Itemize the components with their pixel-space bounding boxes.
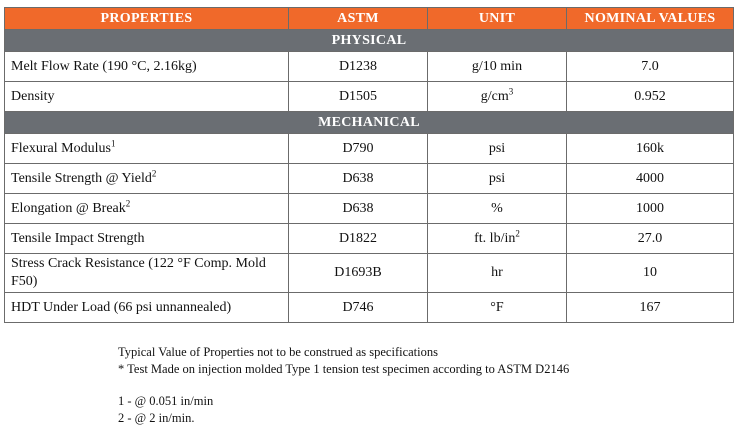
value-cell: 167 — [567, 293, 734, 323]
astm-cell: D790 — [289, 134, 428, 164]
footnote-marker: 1 — [111, 138, 116, 148]
property-name: Tensile Strength @ Yield — [11, 171, 152, 186]
unit-text: g/cm — [481, 89, 509, 104]
property-name: Flexural Modulus — [11, 141, 111, 156]
unit-superscript: 2 — [515, 228, 520, 238]
property-cell — [5, 82, 289, 112]
astm-cell: D638 — [289, 164, 428, 194]
property-name: HDT Under Load (66 psi unnannealed) — [11, 300, 231, 315]
property-cell — [5, 134, 289, 164]
footnote-2: 2 - @ 2 in/min. — [118, 410, 569, 426]
properties-table — [4, 7, 734, 323]
astm-cell: D1505 — [289, 82, 428, 112]
property-name: Elongation @ Break — [11, 201, 126, 216]
unit-cell: psi — [428, 164, 567, 194]
footnote-1: 1 - @ 0.051 in/min — [118, 393, 569, 410]
property-name: Stress Crack Resistance (122 °F Comp. Mold F50) — [11, 256, 266, 289]
value-cell: 160k — [567, 134, 734, 164]
note-test-method: * Test Made on injection molded Type 1 tension test specimen according to ASTM D2146 — [118, 361, 569, 378]
notes-block — [118, 344, 569, 426]
value-cell: 4000 — [567, 164, 734, 194]
value-cell: 27.0 — [567, 224, 734, 254]
section-title: PHYSICAL — [5, 30, 734, 52]
property-cell — [5, 52, 289, 82]
property-cell — [5, 293, 289, 323]
header-astm: ASTM — [289, 8, 428, 30]
table-row — [5, 52, 734, 82]
unit-cell — [428, 224, 567, 254]
unit-superscript: 3 — [509, 86, 514, 96]
table-row — [5, 254, 734, 293]
property-cell — [5, 254, 289, 293]
table-row — [5, 164, 734, 194]
property-name: Tensile Impact Strength — [11, 231, 145, 246]
value-cell: 7.0 — [567, 52, 734, 82]
section-title: MECHANICAL — [5, 112, 734, 134]
astm-cell: D1693B — [289, 254, 428, 293]
footnote-marker: 2 — [152, 168, 157, 178]
note-typical-values: Typical Value of Properties not to be construed as specifications — [118, 344, 569, 361]
astm-cell: D638 — [289, 194, 428, 224]
property-cell — [5, 194, 289, 224]
unit-cell: hr — [428, 254, 567, 293]
table-row — [5, 293, 734, 323]
astm-cell: D746 — [289, 293, 428, 323]
header-nominal-values: NOMINAL VALUES — [567, 8, 734, 30]
property-cell — [5, 224, 289, 254]
property-cell — [5, 164, 289, 194]
section-physical — [5, 30, 734, 52]
unit-text: ft. lb/in — [474, 231, 515, 246]
unit-cell — [428, 82, 567, 112]
unit-cell: g/10 min — [428, 52, 567, 82]
spacer — [118, 377, 569, 393]
property-name: Melt Flow Rate (190 °C, 2.16kg) — [11, 59, 197, 74]
property-name: Density — [11, 89, 55, 104]
section-mechanical — [5, 112, 734, 134]
header-unit: UNIT — [428, 8, 567, 30]
table-row — [5, 82, 734, 112]
value-cell: 1000 — [567, 194, 734, 224]
value-cell: 0.952 — [567, 82, 734, 112]
value-cell: 10 — [567, 254, 734, 293]
unit-cell: °F — [428, 293, 567, 323]
astm-cell: D1238 — [289, 52, 428, 82]
header-properties: PROPERTIES — [5, 8, 289, 30]
unit-cell: psi — [428, 134, 567, 164]
unit-cell: % — [428, 194, 567, 224]
table-row — [5, 224, 734, 254]
footnote-marker: 2 — [126, 198, 131, 208]
table-row — [5, 194, 734, 224]
table-row — [5, 134, 734, 164]
astm-cell: D1822 — [289, 224, 428, 254]
table-header-row — [5, 8, 734, 30]
